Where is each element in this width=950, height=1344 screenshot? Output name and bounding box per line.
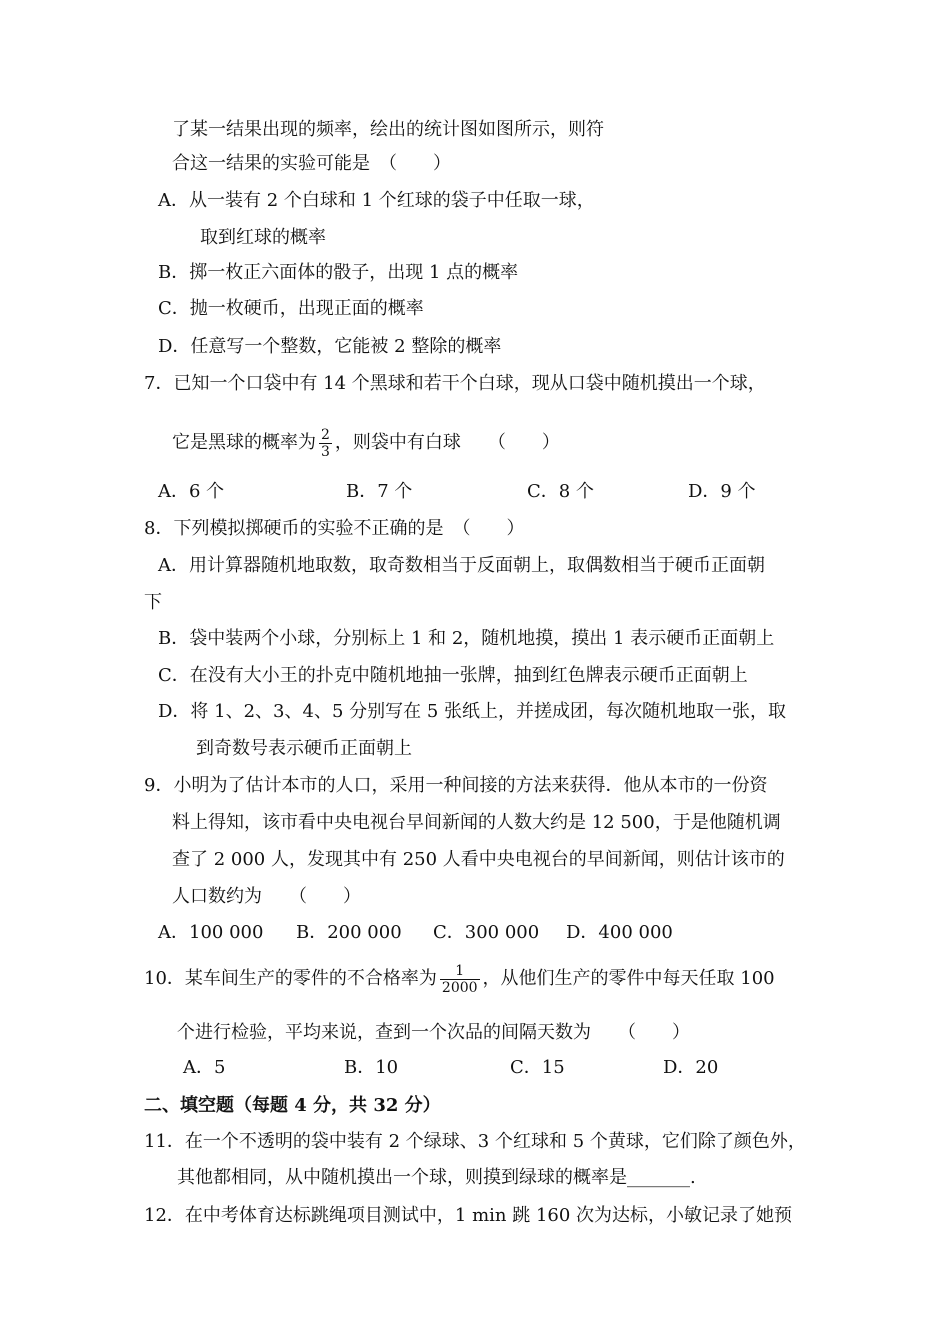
q7-stem-line2 [172, 424, 560, 462]
q9-option-b: B．200 000 [296, 922, 402, 943]
q10-option-b: B．10 [344, 1057, 399, 1078]
q8-option-a-cont: 下 [144, 592, 162, 613]
q10-option-c: C．15 [510, 1057, 565, 1078]
q7-fraction [319, 427, 332, 460]
q8-option-b: B．袋中装两个小球，分别标上 1 和 2，随机地摸，摸出 1 表示硬币正面朝上 [158, 628, 775, 649]
q9-stem-line3: 查了 2 000 人，发现其中有 250 人看中央电视台的早间新闻，则估计该市的 [172, 849, 785, 870]
q7-fraction-numerator: 2 [321, 426, 330, 443]
q6-option-d: D．任意写一个整数，它能被 2 整除的概率 [158, 336, 502, 357]
q11-stem-line1: 11．在一个不透明的袋中装有 2 个绿球、3 个红球和 5 个黄球，它们除了颜色外， [144, 1131, 806, 1152]
q9-stem-line1: 9．小明为了估计本市的人口，采用一种间接的方法来获得．他从本市的一份资 [144, 775, 768, 796]
q10-option-d: D．20 [663, 1057, 719, 1078]
q8-option-a: A．用计算器随机地取数，取奇数相当于反面朝上，取偶数相当于硬币正面朝 [158, 555, 765, 576]
q9-option-a: A．100 000 [158, 922, 264, 943]
q10-fraction-denominator: 2000 [441, 979, 478, 996]
q7-stem-line2-post: ，则袋中有白球 （ ） [334, 432, 560, 453]
q10-fraction [440, 963, 480, 996]
q11-stem-line2: 其他都相同，从中随机摸出一个球，则摸到绿球的概率是_______. [177, 1167, 696, 1188]
q10-fraction-numerator: 1 [440, 963, 480, 980]
q7-stem-line1: 7．已知一个口袋中有 14 个黑球和若干个白球，现从口袋中随机摸出一个球， [144, 373, 766, 394]
q6-stem-line2: 合这一结果的实验可能是 （ ） [172, 153, 451, 174]
q9-stem-line2: 料上得知，该市看中央电视台早间新闻的人数大约是 12 500，于是他随机调 [172, 812, 781, 833]
q7-option-d: D．9 个 [688, 481, 756, 502]
q8-option-c: C．在没有大小王的扑克中随机地抽一张牌，抽到红色牌表示硬币正面朝上 [158, 665, 748, 686]
q7-option-b: B．7 个 [346, 481, 413, 502]
q8-option-d-cont: 到奇数号表示硬币正面朝上 [196, 738, 412, 759]
q10-stem-line2: 个进行检验，平均来说，查到一个次品的间隔天数为 （ ） [177, 1022, 690, 1043]
q10-stem-line1-pre: 10．某车间生产的零件的不合格率为 [144, 968, 437, 989]
q7-option-c: C．8 个 [527, 481, 594, 502]
q9-option-d: D．400 000 [566, 922, 673, 943]
q8-option-d: D．将 1、2、3、4、5 分别写在 5 张纸上，并搓成团，每次随机地取一张，取 [158, 701, 787, 722]
q7-stem-line2-pre: 它是黑球的概率为 [172, 432, 316, 453]
q10-stem-line1-post: ，从他们生产的零件中每天任取 100 [482, 968, 775, 989]
q12-stem-line1: 12．在中考体育达标跳绳项目测试中，1 min 跳 160 次为达标，小敏记录了她预 [144, 1205, 793, 1226]
q7-option-a: A．6 个 [158, 481, 225, 502]
q6-stem-line1: 了某一结果出现的频率，绘出的统计图如图所示，则符 [172, 119, 604, 140]
q8-stem: 8．下列模拟掷硬币的实验不正确的是 （ ） [144, 518, 525, 539]
section-heading-fill-in: 二、填空题（每题 4 分，共 32 分） [144, 1095, 441, 1116]
q10-option-a: A．5 [183, 1057, 226, 1078]
q10-stem-line1 [144, 960, 775, 998]
q7-fraction-denominator: 3 [321, 443, 330, 460]
q9-option-c: C．300 000 [433, 922, 540, 943]
q6-option-c: C．抛一枚硬币，出现正面的概率 [158, 298, 424, 319]
q9-stem-line4: 人口数约为 （ ） [172, 886, 361, 907]
q6-option-a-cont: 取到红球的概率 [200, 227, 326, 248]
q6-option-a: A．从一装有 2 个白球和 1 个红球的袋子中任取一球， [158, 190, 595, 211]
q6-option-b: B．掷一枚正六面体的骰子，出现 1 点的概率 [158, 262, 519, 283]
